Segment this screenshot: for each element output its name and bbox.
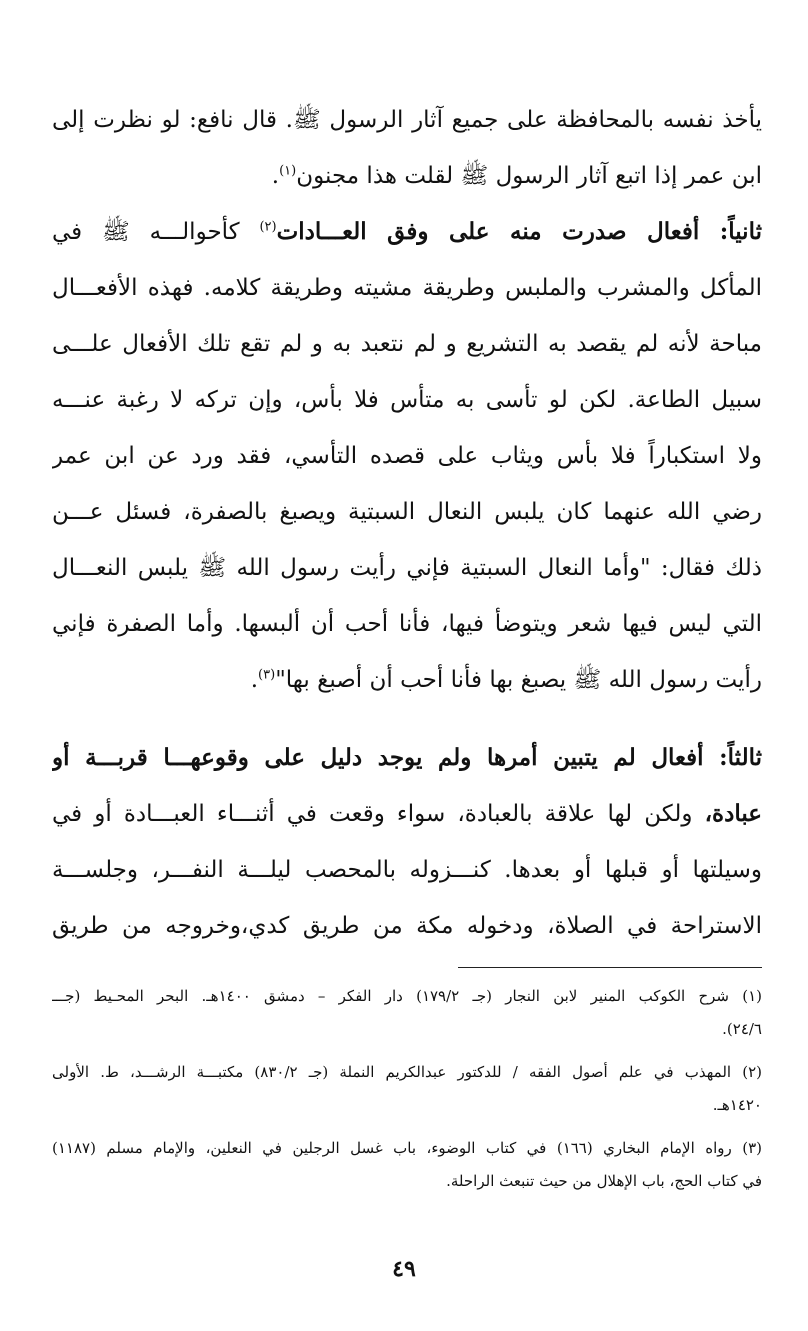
footnote-ref: (٣) (258, 667, 276, 683)
text-line: عبادة، ولكن لها علاقة بالعبادة، سواء وقعت في أثنـــاء العبـــادة أو في (52, 800, 762, 827)
text-line: المأكل والمشرب والملبس وطريقة مشيته وطريقة كلامه. فهذه الأفعـــال (52, 275, 762, 301)
footnote-line: (٢) المهذب في علم أصول الفقه / للدكتور عبدالكريم النملة (جـ ٨٣٠/٢) مكتبـــة الرشـــد، ط. الأولى (52, 1063, 762, 1081)
text-line: يأخذ نفسه بالمحافظة على جميع آثار الرسول ﷺ. قال نافع: لو نظرت إلى (52, 107, 762, 133)
footnote-line: (٣) رواه الإمام البخاري (١٦٦) في كتاب الوضوء، باب غسل الرجلين في النعلين، والإمام مسلم (١١٨٧) (52, 1139, 762, 1157)
footnote-ref: (٢) (259, 219, 277, 235)
text-line: سبيل الطاعة. لكن لو تأسى به متأس فلا بأس، وإن تركه لا رغبة عنـــه (52, 387, 762, 413)
text-line: وسيلتها أو قبلها أو بعدها. كنـــزوله بالمحصب ليلـــة النفـــر، وجلســـة (52, 857, 762, 883)
footnote-line: في كتاب الحج، باب الإهلال من حيث تنبعث الراحلة. (446, 1172, 762, 1190)
text-line: ولا استكباراً فلا بأس ويثاب على قصده التأسي، فقد ورد عن ابن عمر (52, 443, 762, 469)
text-line: رضي الله عنهما كان يلبس النعال السبتية ويصبغ بالصفرة، فسئل عـــن (52, 499, 762, 525)
text-line: الاستراحة في الصلاة، ودخوله مكة من طريق كدي،وخروجه من طريق (52, 913, 762, 939)
footnote-1 (52, 980, 762, 1046)
footnotes (52, 980, 762, 1198)
text-line: مباحة لأنه لم يقصد به التشريع و لم نتعبد به و لم تقع تلك الأفعال علـــى (52, 331, 762, 357)
footnote-divider (458, 967, 762, 968)
main-text (52, 92, 762, 954)
section-two-heading-line: ثانياً: أفعال صدرت منه على وفق العـــادات$^{(٢)}$ كأحوالـــه ﷺ في (52, 218, 762, 245)
footnote-2 (52, 1056, 762, 1122)
text-line: رأيت رسول الله ﷺ يصبغ بها فأنا أحب أن أصبغ بها"$^{(٣)}$. (250, 667, 762, 693)
text-line: التي ليس فيها شعر ويتوضأ فيها، فأنا أحب أن ألبسها. وأما الصفرة فإني (52, 611, 762, 637)
footnote-line: ١٤٢٠هـ. (712, 1096, 762, 1114)
section-three-heading: ثالثاً: أفعال لم يتبين أمرها ولم يوجد دليل على وقوعهـــا قربـــة أو (52, 744, 762, 771)
footnote-ref: (١) (279, 163, 297, 179)
text-line: ذلك فقال: "وأما النعال السبتية فإني رأيت رسول الله ﷺ يلبس النعـــال (52, 555, 762, 581)
section-two-heading: ثانياً: أفعال صدرت منه على وفق العـــادات (276, 218, 762, 245)
footnote-line: ٢٤/٦). (722, 1020, 762, 1038)
footnote-3 (52, 1132, 762, 1198)
page-number: ٤٩ (392, 1256, 416, 1282)
text-line: ابن عمر إذا اتبع آثار الرسول ﷺ لقلت هذا مجنون$^{(١)}$. (271, 163, 762, 189)
footnote-line: (١) شرح الكوكب المنير لابن النجار (جـ ١٧٩/٢) دار الفكر – دمشق ١٤٠٠هـ. البحر المحـيط (جـــ (52, 987, 762, 1005)
